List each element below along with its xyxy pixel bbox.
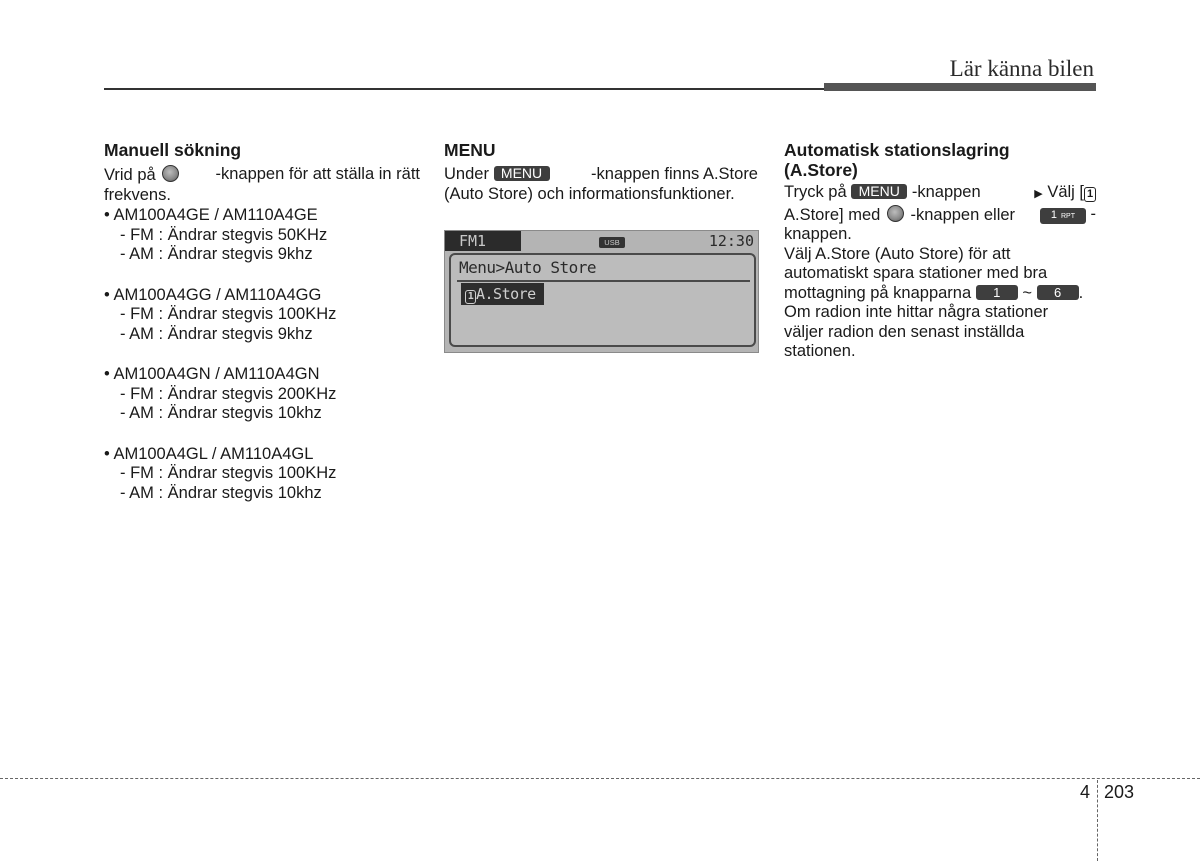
rpt-key bbox=[1040, 208, 1086, 224]
para2-line-3 bbox=[784, 284, 1096, 304]
fm-step: - FM : Ändrar stegvis 200KHz bbox=[120, 384, 337, 403]
am-step: - AM : Ändrar stegvis 9khz bbox=[120, 324, 313, 343]
manual-search-section bbox=[104, 140, 420, 503]
display-clock: 12:30 bbox=[708, 232, 754, 250]
chapter-number: 4 bbox=[1080, 782, 1091, 802]
page-number: 203 bbox=[1104, 782, 1135, 802]
footer-divider bbox=[1097, 780, 1098, 861]
menu-text-end: -knappen finns A.Store bbox=[591, 165, 758, 183]
tune-knob-icon bbox=[887, 205, 904, 222]
model-group bbox=[104, 365, 420, 424]
display-status-bar bbox=[445, 231, 758, 251]
header-rule bbox=[104, 88, 824, 90]
menu-key: MENU bbox=[851, 184, 907, 199]
display-menu-path: Menu>Auto Store bbox=[459, 258, 596, 277]
press-text: Tryck på bbox=[784, 183, 847, 201]
range-tilde: ~ bbox=[1022, 283, 1032, 302]
auto-store-heading-line1: Automatisk stationslagring bbox=[784, 140, 1010, 160]
para2-line-2: automatiskt spara stationer med bra bbox=[784, 264, 1048, 282]
fm-step: - FM : Ändrar stegvis 100KHz bbox=[120, 305, 337, 323]
menu-key: MENU bbox=[494, 166, 550, 181]
fm-step: - FM : Ändrar stegvis 50KHz bbox=[120, 225, 328, 244]
para3-line-1: Om radion inte hittar några stationer bbox=[784, 303, 1049, 321]
model-group bbox=[104, 286, 420, 345]
model-group bbox=[104, 445, 420, 504]
usb-icon: USB bbox=[599, 237, 625, 248]
header-rule-accent bbox=[824, 83, 1096, 91]
menu-heading: MENU bbox=[444, 140, 496, 160]
rpt-key-label: RPT bbox=[1060, 212, 1075, 220]
display-menu-item-astore bbox=[461, 283, 544, 305]
item-number-badge: 1 bbox=[465, 290, 476, 304]
auto-store-line-2 bbox=[784, 205, 1096, 226]
preset-text: mottagning på knapparna bbox=[784, 283, 972, 302]
model-name: • AM100A4GG / AM110A4GG bbox=[104, 285, 322, 304]
section-title: Lär känna bilen bbox=[949, 56, 1094, 81]
radio-display-screenshot bbox=[444, 230, 759, 353]
am-step: - AM : Ändrar stegvis 10khz bbox=[120, 483, 322, 502]
model-name: • AM100A4GN / AM110A4GN bbox=[104, 365, 320, 383]
intro-line-2: frekvens. bbox=[104, 185, 171, 204]
manual-search-heading: Manuell sökning bbox=[104, 140, 242, 160]
model-name: • AM100A4GE / AM110A4GE bbox=[104, 206, 318, 224]
menu-section bbox=[444, 140, 758, 353]
circled-number-icon: 1 bbox=[1084, 187, 1096, 202]
preset-key-6: 6 bbox=[1037, 285, 1079, 300]
model-group bbox=[104, 206, 420, 265]
tune-knob-icon bbox=[162, 165, 179, 182]
auto-store-line-1 bbox=[784, 183, 1096, 205]
rpt-key-number: 1 bbox=[1050, 208, 1057, 221]
auto-store-heading bbox=[784, 140, 1096, 180]
model-step-list bbox=[104, 206, 420, 503]
button-text: -knappen bbox=[911, 183, 981, 201]
display-menu-panel bbox=[449, 253, 756, 347]
manual-search-intro bbox=[104, 165, 420, 186]
auto-store-section bbox=[784, 140, 1096, 362]
select-text: Välj [ bbox=[1047, 183, 1084, 201]
am-step: - AM : Ändrar stegvis 10khz bbox=[120, 404, 322, 422]
display-divider bbox=[457, 280, 750, 282]
arrow-right-icon: ▶ bbox=[1034, 188, 1043, 200]
auto-store-line-3: knappen. bbox=[784, 225, 852, 243]
auto-store-heading-line2: (A.Store) bbox=[784, 160, 858, 180]
dash-text: - bbox=[1090, 204, 1096, 223]
astore-text: A.Store] med bbox=[784, 205, 881, 224]
footer-rule bbox=[0, 778, 1200, 779]
display-item-label: A.Store bbox=[476, 285, 536, 303]
intro-text-end: -knappen för att ställa in rätt bbox=[215, 165, 420, 183]
para3-line-3: stationen. bbox=[784, 342, 856, 360]
am-step: - AM : Ändrar stegvis 9khz bbox=[120, 245, 313, 263]
fm-step: - FM : Ändrar stegvis 100KHz bbox=[120, 464, 337, 482]
band-indicator: FM1 bbox=[445, 231, 521, 251]
intro-text-start: Vrid på bbox=[104, 166, 156, 184]
menu-line-2: (Auto Store) och informationsfunktioner. bbox=[444, 184, 735, 203]
preset-key-1: 1 bbox=[976, 285, 1018, 300]
para3-line-2: väljer radion den senast inställda bbox=[784, 322, 1025, 341]
menu-text-start: Under bbox=[444, 165, 489, 183]
period: . bbox=[1078, 283, 1084, 302]
or-button-text: -knappen eller bbox=[910, 205, 1016, 224]
menu-line-1 bbox=[444, 165, 758, 185]
model-name: • AM100A4GL / AM110A4GL bbox=[104, 444, 314, 463]
para2-line-1: Välj A.Store (Auto Store) för att bbox=[784, 244, 1011, 263]
